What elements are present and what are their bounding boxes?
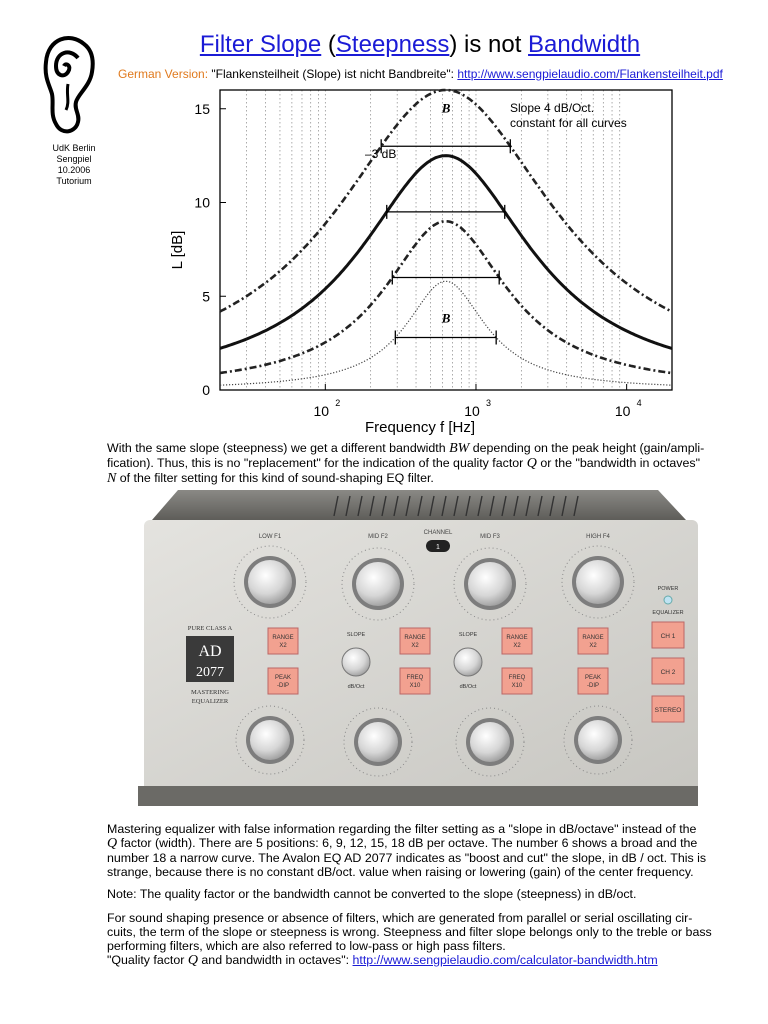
range-x2-4: X2 bbox=[589, 643, 597, 649]
freq-x10-3: X10 bbox=[511, 683, 523, 689]
german-text: "Flankensteilheit (Slope) ist nicht Bandbreite": bbox=[211, 67, 458, 81]
para3-l4c: and bandwidth in octaves": bbox=[197, 953, 353, 967]
equalizer-photo bbox=[138, 490, 698, 806]
paragraph-sound-shaping bbox=[107, 911, 712, 968]
para3-line3: performing filters, which are also referred to low-pass or high pass filters. bbox=[107, 939, 506, 953]
para3-line1: For sound shaping presence or absence of filters, which are generated from parallel or serial oscillating cir- bbox=[107, 911, 693, 925]
sidebar-line1: UdK Berlin bbox=[52, 143, 96, 153]
x-tick-exponent: 2 bbox=[335, 398, 341, 408]
brand-equalizer: EQUALIZER bbox=[191, 698, 229, 705]
filter-chart bbox=[160, 86, 680, 438]
dboct-label-2: dB/Oct bbox=[459, 684, 477, 690]
paragraph-mastering bbox=[107, 822, 706, 879]
para3-l4b: Q bbox=[187, 953, 198, 968]
range-button-4 bbox=[578, 628, 608, 654]
title-link-bandwidth[interactable]: Bandwidth bbox=[528, 31, 641, 58]
x-tick-exponent: 4 bbox=[636, 398, 642, 408]
title-middle: ) is not bbox=[449, 31, 529, 58]
power-label: POWER bbox=[657, 586, 679, 592]
bandwidth-label-bottom: B bbox=[441, 310, 451, 326]
para2-line4: strange, because there is no constant dB/oct. value when raising or lowering (gain) of the center frequency. bbox=[107, 865, 694, 879]
para1-line3 bbox=[107, 471, 704, 486]
range-label-4: RANGE bbox=[582, 635, 604, 641]
y-tick-label: 10 bbox=[194, 194, 210, 211]
sidebar-line2: Sengpiel bbox=[56, 154, 92, 164]
german-pdf-link[interactable]: http://www.sengpielaudio.com/Flankensteilheit.pdf bbox=[457, 67, 723, 81]
sidebar-info bbox=[38, 143, 110, 187]
series-4-line bbox=[220, 281, 672, 385]
note-text: Note: The quality factor or the bandwidth cannot be converted to the slope (steepness) in dB/oct. bbox=[107, 887, 637, 901]
channel-label: CHANNEL bbox=[423, 530, 453, 536]
title-link-steepness[interactable]: Steepness bbox=[335, 31, 450, 58]
para1-line2 bbox=[107, 456, 704, 471]
slope-label-1: SLOPE bbox=[346, 632, 366, 638]
knob-label-mid-f2: MID F2 bbox=[368, 534, 388, 540]
x-tick-label: 10 bbox=[313, 403, 330, 419]
knob-label-low: LOW F1 bbox=[258, 534, 282, 540]
para1-l1a: With the same slope (steepness) we get a different bandwidth bbox=[107, 441, 450, 455]
para2-l2a: Q bbox=[107, 836, 118, 851]
freq-x10-2: X10 bbox=[409, 683, 421, 689]
para2-line1: Mastering equalizer with false information regarding the filter setting as a "slope in dB/octave" instead of the bbox=[107, 822, 697, 836]
ch2-label: CH 2 bbox=[660, 669, 676, 676]
bandwidth-label-top: B bbox=[441, 100, 451, 116]
para1-line1 bbox=[107, 441, 704, 456]
range-button-3 bbox=[502, 628, 532, 654]
para1-l3b: of the filter setting for this kind of sound-shaping EQ filter. bbox=[116, 471, 434, 485]
para1-l2a: fication). Thus, this is no "replacement" for the indication of the quality factor bbox=[107, 456, 527, 470]
para1-l1c: depending on the peak height (gain/ampli- bbox=[469, 441, 705, 455]
para3-l4a: "Quality factor bbox=[107, 953, 188, 967]
peak-button-1 bbox=[268, 668, 298, 694]
freq-button-2 bbox=[400, 668, 430, 694]
range-button-1 bbox=[268, 628, 298, 654]
brand-pure-class-a: PURE CLASS A bbox=[187, 625, 233, 632]
x-tick-label: 10 bbox=[614, 403, 631, 419]
freq-button-3 bbox=[502, 668, 532, 694]
german-version-line bbox=[118, 67, 758, 81]
dip-label-1: -DIP bbox=[277, 683, 289, 689]
range-x2-2: X2 bbox=[411, 643, 419, 649]
freq-label-2: FREQ bbox=[406, 675, 424, 681]
para2-line2 bbox=[107, 836, 706, 851]
stereo-label: STEREO bbox=[654, 707, 682, 714]
para1-l3a: N bbox=[107, 471, 117, 486]
para3-line4 bbox=[107, 953, 712, 968]
title-link-filter-slope[interactable]: Filter Slope bbox=[199, 31, 322, 58]
dboct-label-1: dB/Oct bbox=[347, 684, 365, 690]
brand-mastering: MASTERING bbox=[191, 689, 229, 696]
slope-label-2: SLOPE bbox=[458, 632, 478, 638]
range-label-1: RANGE bbox=[272, 635, 294, 641]
brand-ad: AD bbox=[198, 643, 222, 660]
equalizer-label: EQUALIZER bbox=[652, 610, 684, 616]
para2-l2b: factor (width). There are 5 positions: 6, 9, 12, 15, 18 dB per octave. The number 6 shows a broad and the bbox=[117, 836, 698, 850]
peak-button-4 bbox=[578, 668, 608, 694]
y-axis-label: L [dB] bbox=[169, 230, 186, 270]
bandwidth-calculator-link[interactable]: http://www.sengpielaudio.com/calculator-bandwidth.htm bbox=[352, 953, 658, 967]
range-label-2: RANGE bbox=[404, 635, 426, 641]
german-label: German Version: bbox=[118, 67, 212, 81]
channel-number: 1 bbox=[436, 544, 440, 551]
range-x2-3: X2 bbox=[513, 643, 521, 649]
knob-label-high: HIGH F4 bbox=[586, 534, 610, 540]
para1-l2b: Q bbox=[526, 456, 537, 471]
ear-logo bbox=[40, 32, 98, 144]
freq-label-3: FREQ bbox=[508, 675, 526, 681]
page-title bbox=[110, 30, 730, 60]
minus-3db-label: –3 dB bbox=[365, 147, 397, 161]
para1-l2c: or the "bandwidth in octaves" bbox=[536, 456, 700, 470]
chart-grid bbox=[220, 90, 672, 390]
range-label-3: RANGE bbox=[506, 635, 528, 641]
knob-label-mid-f3: MID F3 bbox=[480, 534, 500, 540]
para1-l1b: BW bbox=[449, 441, 470, 456]
x-tick-exponent: 3 bbox=[485, 398, 491, 408]
plot-frame bbox=[220, 90, 672, 390]
y-tick-label: 0 bbox=[202, 382, 210, 398]
x-axis-label: Frequency f [Hz] bbox=[364, 419, 476, 436]
sidebar-line4: Tutorium bbox=[56, 176, 92, 186]
paragraph-bandwidth bbox=[107, 441, 704, 486]
chart-ticks bbox=[194, 101, 641, 419]
sidebar-line3: 10.2006 bbox=[57, 165, 91, 175]
peak-label-4: PEAK bbox=[584, 675, 602, 681]
peak-label-1: PEAK bbox=[274, 675, 292, 681]
x-tick-label: 10 bbox=[464, 403, 480, 419]
brand-2077: 2077 bbox=[196, 665, 224, 680]
para2-line3: number 18 a narrow curve. The Avalon EQ AD 2077 indicates as "boost and cut" the slope, in dB / oct. This is bbox=[107, 851, 707, 865]
title-paren-open: ( bbox=[321, 31, 336, 58]
chart-curves bbox=[220, 90, 672, 385]
dip-label-4: -DIP bbox=[587, 683, 599, 689]
para3-line2: cuits, the term of the slope or steepness is wrong. Steepness and filter slope belongs only to the treble or bass bbox=[107, 925, 712, 939]
series-3-line bbox=[220, 221, 672, 373]
y-tick-label: 5 bbox=[202, 288, 210, 305]
slope-annotation-line2: constant for all curves bbox=[510, 116, 627, 130]
range-button-2 bbox=[400, 628, 430, 654]
slope-annotation-line1: Slope 4 dB/Oct. bbox=[510, 101, 595, 115]
y-tick-label: 15 bbox=[194, 100, 210, 117]
ch1-label: CH 1 bbox=[660, 633, 676, 640]
range-x2-1: X2 bbox=[279, 643, 287, 649]
